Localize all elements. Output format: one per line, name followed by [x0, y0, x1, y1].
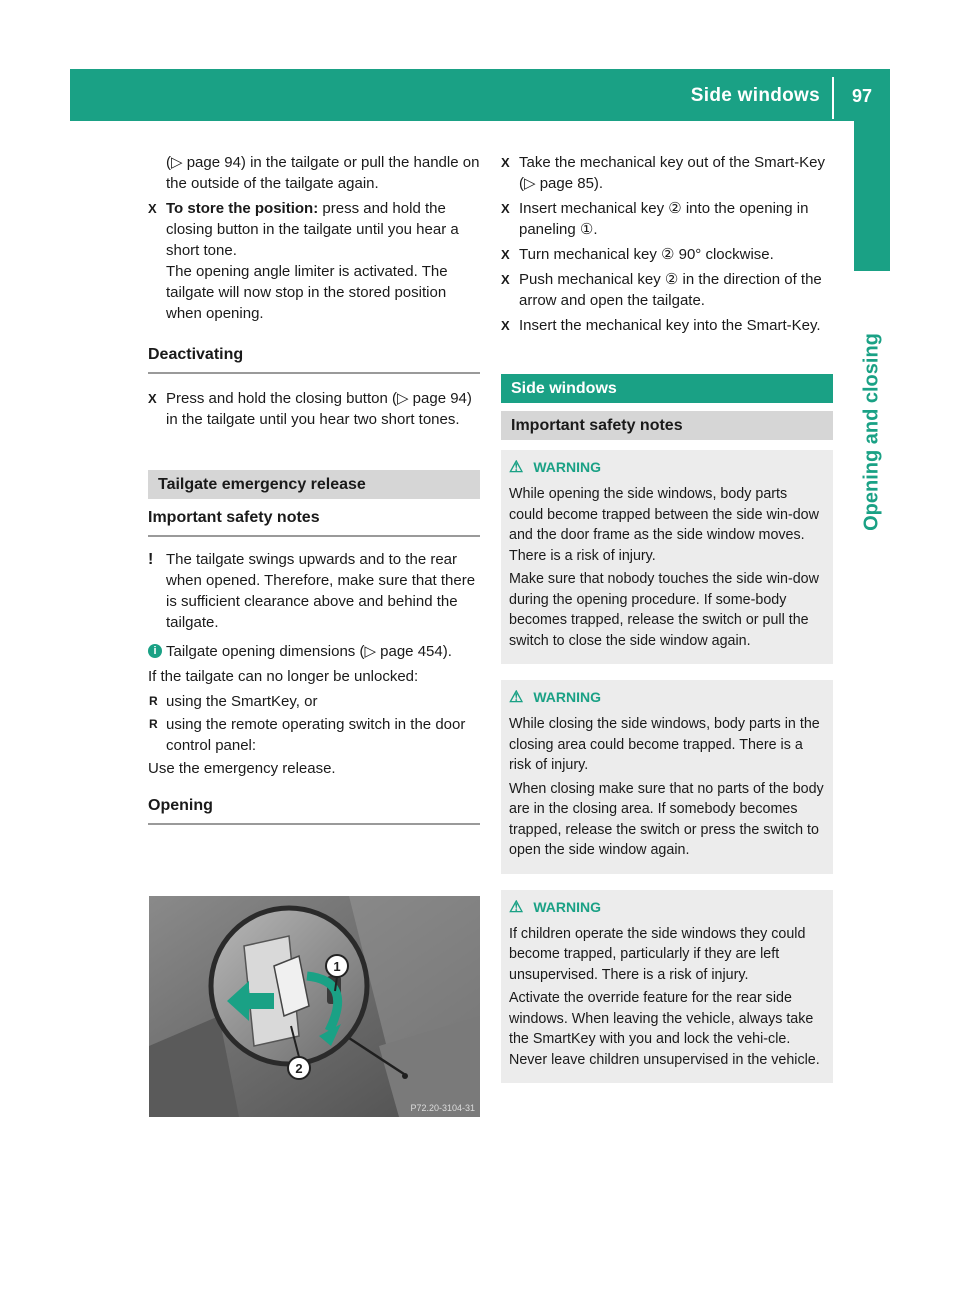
deactivating-heading: Deactivating: [148, 344, 480, 374]
side-tab: [854, 121, 890, 271]
info-icon: i: [148, 644, 162, 658]
emergency-release-figure: [149, 896, 480, 1117]
warning-box: [501, 680, 833, 874]
bullet-icon: R: [149, 694, 158, 708]
warning-label: WARNING: [533, 689, 602, 705]
side-label-text: Opening and closing: [860, 333, 883, 531]
store-text-2: The opening angle limiter is activated. The tailgate will now stop in the stored position when opening.: [166, 263, 448, 322]
emergency-release-bar: Tailgate emergency release: [148, 470, 480, 499]
caution-note: [148, 549, 480, 633]
safety-notes-bar: Important safety notes: [501, 411, 833, 440]
step-text: Take the mechanical key out of the Smart-Key (▷ page 85).: [519, 154, 825, 192]
side-windows-bar: Side windows: [501, 374, 833, 403]
caution-text: The tailgate swings upwards and to the rear when opened. Therefore, make sure that there is sufficient clearance above and behind the tailgate.: [166, 551, 476, 631]
warning-box: [501, 450, 833, 664]
step-arrow-icon: X: [501, 201, 510, 216]
warning-label: WARNING: [533, 459, 602, 475]
header-title: Side windows: [690, 85, 820, 106]
step-arrow-icon: X: [501, 272, 510, 287]
warning-box: [501, 890, 833, 1084]
figure-code: P72.20-3104-31: [410, 1103, 475, 1113]
warning-header: [509, 457, 825, 478]
warning-text: If children operate the side windows they could become trapped, particularly if they are left unsupervised. There is a risk of injury.: [509, 925, 806, 983]
step-text: Insert the mechanical key into the Smart-Key.: [519, 317, 821, 334]
left-column: [148, 152, 480, 825]
warning-header: [509, 897, 825, 918]
bullet-icon: R: [149, 717, 158, 731]
bullet-text: using the remote operating switch in the door control panel:: [166, 716, 466, 754]
if-text: If the tailgate can no longer be unlocked:: [148, 668, 419, 685]
bullet-text: using the SmartKey, or: [166, 693, 318, 710]
warning-label: WARNING: [533, 898, 602, 915]
use-text: Use the emergency release.: [148, 760, 336, 777]
store-text: press and hold the closing button in the tailgate until you hear a short tone.: [166, 200, 459, 259]
warning-triangle-icon: ⚠: [509, 898, 524, 916]
warning-header: [509, 687, 825, 708]
procedure-step: [501, 244, 833, 265]
page-header: [70, 69, 890, 121]
info-note: [148, 641, 480, 662]
page-number: 97: [851, 86, 872, 106]
bullet-item: [148, 714, 480, 756]
info-text: Tailgate opening dimensions (▷ page 454).: [166, 643, 452, 660]
warning-text: Activate the override feature for the rear side windows. When leaving the vehicle, always take the SmartKey with you and lock the vehi-cle. Never leave children unsupervised in the vehicle.: [509, 990, 820, 1068]
bullet-item: [148, 691, 480, 712]
right-column: [501, 152, 833, 1083]
deactivate-step: [148, 388, 480, 430]
side-label: [848, 292, 896, 572]
exclamation-icon: !: [148, 551, 154, 568]
warning-text: While closing the side windows, body parts in the closing area could become trapped. There is a risk of injury.: [509, 716, 820, 773]
step-text: Push mechanical key ② in the direction of the arrow and open the tailgate.: [519, 271, 822, 309]
step-arrow-icon: X: [148, 391, 157, 406]
procedure-step: [501, 152, 833, 194]
warning-text: While opening the side windows, body parts could become trapped between the side win-dow and the door frame as the side window moves. There is a risk of injury.: [509, 486, 819, 564]
warning-text: When closing make sure that no parts of the body are in the closing area. If somebody becomes trapped, release the switch or press the switch to open the side window again.: [509, 780, 824, 858]
opening-heading: Opening: [148, 795, 480, 825]
warning-text: Make sure that nobody touches the side win-dow during the opening procedure. If some-body becomes trapped, release the switch or pull the switch to close the side window again.: [509, 571, 819, 649]
step-arrow-icon: X: [501, 155, 510, 170]
store-step: [148, 198, 480, 324]
callout-2: 2: [295, 1061, 303, 1076]
procedure-step: [501, 198, 833, 240]
step-text: Turn mechanical key ② 90° clockwise.: [519, 246, 774, 263]
warning-triangle-icon: ⚠: [509, 689, 524, 706]
safety-notes-heading: Important safety notes: [148, 507, 480, 537]
procedure-step: [501, 315, 833, 336]
store-label: To store the position:: [166, 200, 319, 217]
procedure-step: [501, 269, 833, 311]
warning-triangle-icon: ⚠: [509, 459, 524, 476]
figure-illustration: [149, 896, 480, 1117]
header-divider: [832, 77, 834, 119]
step-arrow-icon: X: [501, 318, 510, 333]
intro-text: (▷ page 94) in the tailgate or pull the handle on the outside of the tailgate again.: [166, 154, 480, 192]
step-arrow-icon: X: [148, 201, 157, 216]
step-arrow-icon: X: [501, 247, 510, 262]
deactivate-text: Press and hold the closing button (▷ page 94) in the tailgate until you hear two short tones.: [166, 390, 472, 428]
callout-1: 1: [333, 959, 341, 974]
step-text: Insert mechanical key ② into the opening in paneling ①.: [519, 200, 809, 238]
